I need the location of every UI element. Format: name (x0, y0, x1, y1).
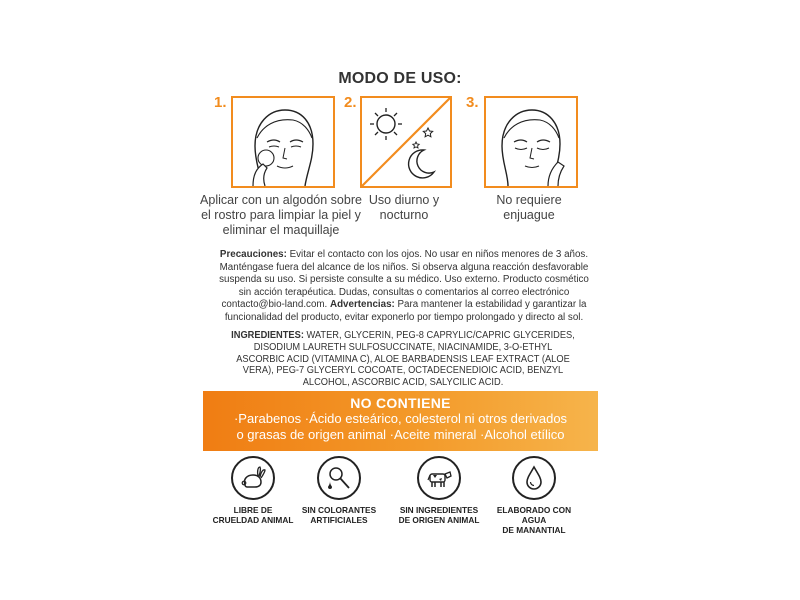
no-contiene-banner (203, 391, 598, 451)
step-1-text: Aplicar con un algodón sobre el rostro para limpiar la piel y eliminar el maquillaje (200, 193, 362, 237)
ingredients-label: INGREDIENTES: (231, 330, 304, 341)
step-2-text: Uso diurno y nocturno (368, 193, 440, 222)
ingredients-text: INGREDIENTES: WATER, GLYCERIN, PEG-8 CAPRYLIC/CAPRIC GLYCERIDES, DISODIUM LAURETH SULFOSUCCINATE, NIACINAMIDE, 3-O-ETHYL ASCORBIC ACID (VITAMINA C), ALOE BARBADENSIS LEAF EXTRACT (ALOE VERA), PEG-7 GLYCERYL COCOATE, OCTADECENEDIOIC ACID, BENZYL ALCOHOL, ASCORBIC ACID, SALYCILIC ACID. (231, 330, 575, 389)
step-1-illustration (231, 96, 335, 188)
step-number: 2. (344, 94, 357, 111)
step-number: 3. (466, 94, 479, 111)
badge-label: LIBRE DE (233, 505, 273, 515)
water-drop-icon (519, 463, 549, 493)
banner-line: o grasas de origen animal ·Aceite mineral ·Alcohol etílico (236, 427, 565, 442)
badge-spring-water (489, 456, 579, 535)
dropper-spoon-icon (324, 463, 354, 493)
cow-icon (424, 463, 454, 493)
badge-label: SIN INGREDIENTES (399, 505, 479, 515)
step-number: 1. (214, 94, 227, 111)
badge-no-animal-ingredients (394, 456, 484, 525)
precautions-label: Precauciones: (219, 249, 287, 260)
badge-no-colorants (294, 456, 384, 525)
face-closed-eyes-icon (486, 98, 576, 186)
step-3-illustration (484, 96, 578, 188)
warnings-label: Advertencias: (330, 299, 395, 311)
badge-label: ELABORADO CON AGUA (496, 505, 572, 525)
step-2-illustration (360, 96, 452, 188)
badge-label: DE ORIGEN ANIMAL (398, 515, 480, 525)
precautions-text: Precauciones: Evitar el contacto con los ojos. No usar en niños menores de 3 años. Manténgase fuera del alcance de los niños. Si observa alguna reacción desfavorable suspenda su uso. Si persiste consulte a su médico. Uso externo. Producto cosmético sin acción terapéutica. Dudas, consultas o comentarios al correo electrónico contacto@bio-land.com. Advertencias: Para mantener la estabilidad y garantizar la funcionalidad del producto, evitar exponerlo por tiempo prolongado y directo al sol. (219, 249, 589, 323)
page-title: MODO DE USO: (338, 70, 462, 87)
badge-label: ARTIFICIALES (310, 515, 368, 525)
badge-label: SIN COLORANTES (301, 505, 377, 515)
sun-moon-icon (362, 98, 450, 186)
badge-label: CRUELDAD ANIMAL (212, 515, 294, 525)
step-3-text: No requiere enjuague (496, 193, 562, 222)
rabbit-icon (238, 463, 268, 493)
banner-title: NO CONTIENE (350, 395, 451, 411)
face-cotton-pad-icon (233, 98, 333, 186)
badge-label: DE MANANTIAL (502, 525, 566, 535)
banner-line: ·Parabenos ·Ácido esteárico, colesterol ni otros derivados (233, 411, 568, 426)
badge-cruelty-free (208, 456, 298, 525)
